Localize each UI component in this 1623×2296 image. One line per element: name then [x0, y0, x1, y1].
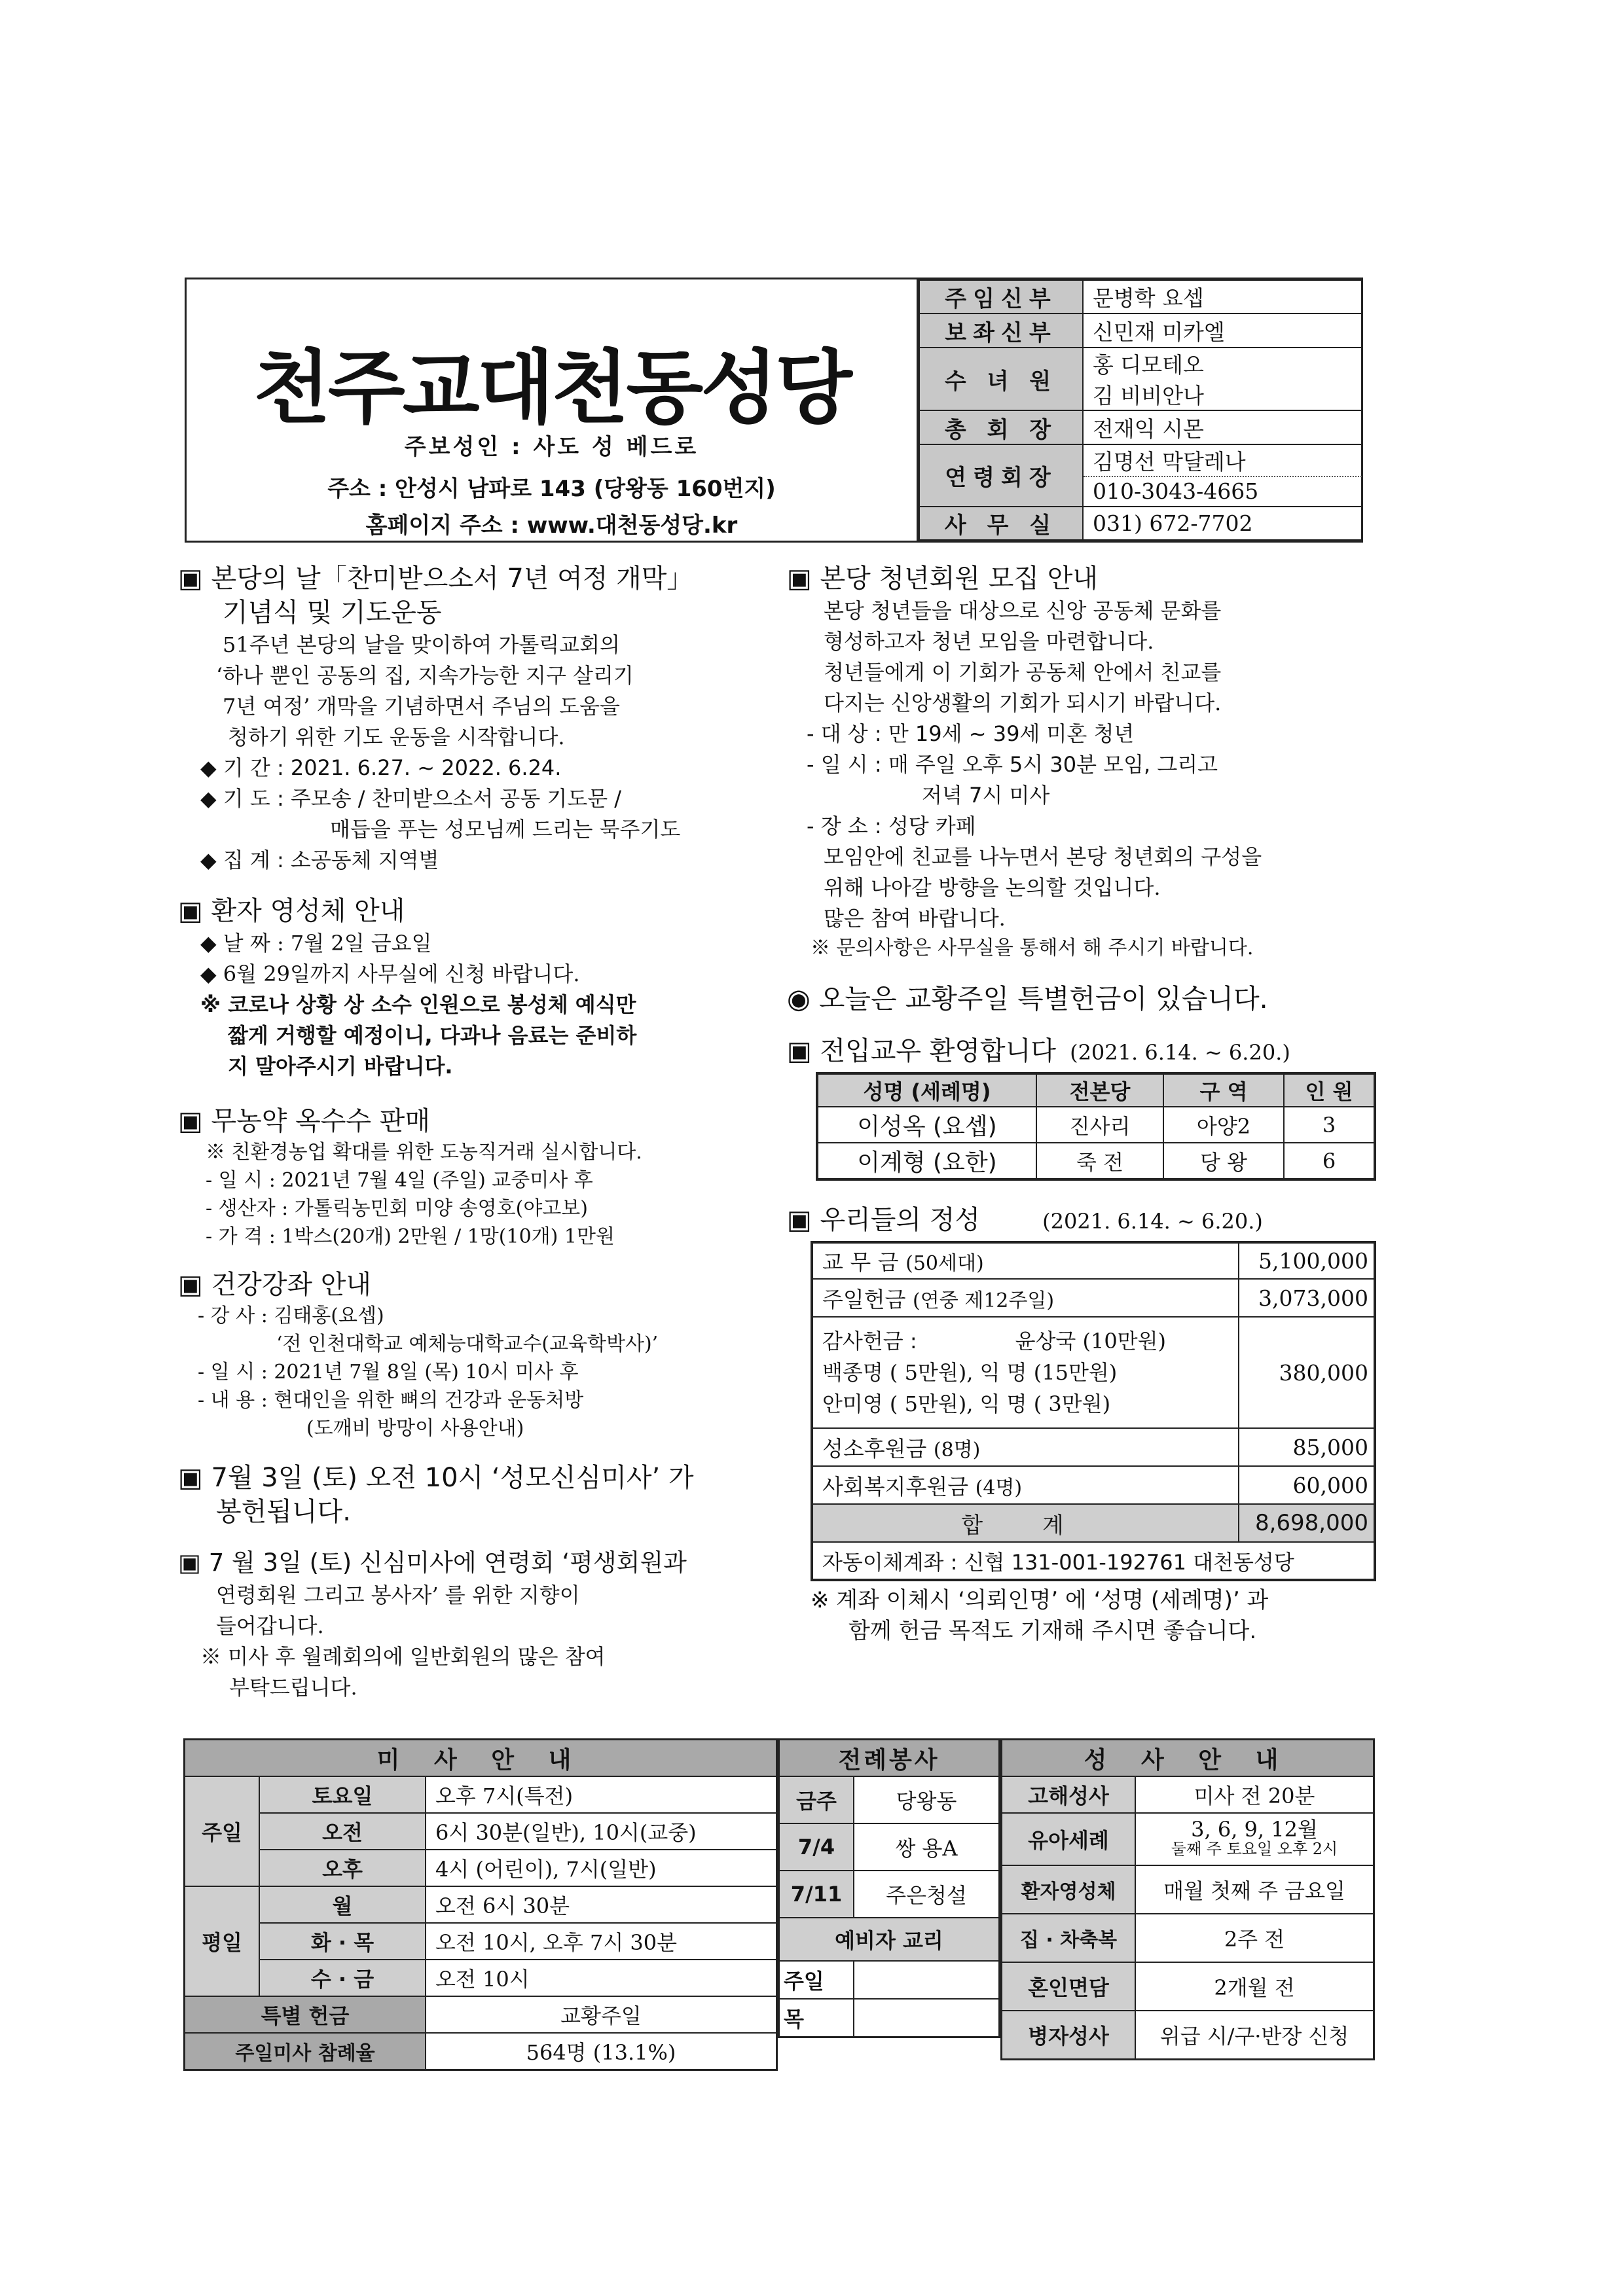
mass-time: 오전 6시 30분 — [426, 1886, 777, 1923]
office-phone: 031) 672-7702 — [1083, 507, 1362, 540]
detail: - 내 용 : 현대인을 위한 뼈의 건강과 운동처방 — [198, 1389, 584, 1412]
left-column — [178, 562, 754, 1703]
offering-sub: (50세대) — [905, 1252, 984, 1275]
cell: 이성옥 (요셉) — [817, 1107, 1036, 1143]
right-column — [787, 562, 1376, 1647]
sacrament-name: 고해성사 — [1002, 1776, 1136, 1813]
paragraph: 다지는 신앙생활의 기회가 되시기 바랍니다. — [824, 691, 1222, 715]
weekday-label: 평일 — [185, 1886, 260, 1996]
masthead — [185, 278, 1363, 543]
donor: 윤상국 (10만원) — [1015, 1329, 1167, 1354]
paragraph: 위해 나아갈 방향을 논의할 것입니다. — [824, 875, 1161, 900]
total-row — [812, 1504, 1375, 1542]
staff-phone: 010-3043-4665 — [1083, 476, 1362, 506]
notice: 부탁드립니다. — [229, 1675, 357, 1700]
sacrament-name: 유아세례 — [1002, 1813, 1136, 1865]
paragraph: 많은 참여 바랍니다. — [824, 906, 1006, 931]
offering-table — [811, 1241, 1376, 1581]
section-memorial-intention — [178, 1546, 754, 1703]
mass-day: 수 · 금 — [259, 1960, 426, 1996]
offering-label: 사회복지후원금 — [822, 1473, 969, 1499]
table-row — [812, 1466, 1375, 1504]
staff-name: 신민재 미카엘 — [1083, 314, 1362, 347]
offering-value: 60,000 — [1239, 1466, 1375, 1504]
section-marian-mass — [178, 1461, 754, 1529]
offering-value: 380,000 — [1239, 1317, 1375, 1428]
mass-day: 화 · 목 — [259, 1923, 426, 1960]
staff-role: 주임신부 — [919, 280, 1083, 314]
table-row — [817, 1107, 1375, 1143]
liturgy-group: 쌍 용A — [854, 1823, 1000, 1871]
special-offering-value: 교황주일 — [426, 1996, 777, 2033]
paragraph: 모임안에 친교를 나누면서 본당 청년회의 구성을 — [824, 844, 1262, 869]
bullet: ◆ 기 도 : 주모송 / 찬미받으소서 공동 기도문 / — [200, 786, 622, 811]
mass-schedule-table — [183, 1738, 778, 2071]
cell: 진사리 — [1036, 1107, 1163, 1143]
detail: - 대 상 : 만 19세 ~ 39세 미혼 청년 — [807, 721, 1135, 746]
catechumen-day: 목 — [779, 1999, 854, 2037]
liturgy-group: 주은청설 — [854, 1871, 1000, 1918]
period: (2021. 6.14. ~ 6.20.) — [1042, 1209, 1263, 1234]
church-address: 주소 : 안성시 남파로 143 (당왕동 160번지) — [327, 476, 776, 502]
sacrament-name: 병자성사 — [1002, 2011, 1136, 2059]
sacrament-name: 집 · 차축복 — [1002, 1914, 1136, 1962]
total-value: 8,698,000 — [1239, 1504, 1375, 1542]
welcome-table — [816, 1072, 1376, 1181]
table-header: 인 원 — [1284, 1073, 1375, 1107]
notice: ※ 코로나 상황 상 소수 인원으로 봉성체 예식만 — [200, 992, 636, 1017]
table-header: 성명 (세례명) — [817, 1073, 1036, 1107]
table-row — [812, 1428, 1375, 1466]
notice: ※ 문의사항은 사무실을 통해서 해 주시기 바랍니다. — [811, 937, 1254, 960]
detail: - 강 사 : 김태홍(요셉) — [198, 1304, 384, 1327]
detail: - 일 시 : 2021년 7월 8일 (목) 10시 미사 후 — [198, 1361, 579, 1384]
account-row — [812, 1542, 1375, 1580]
mass-time: 오후 7시(특전) — [426, 1776, 777, 1813]
liturgy-title: 전례봉사 — [779, 1740, 1000, 1777]
section-title: ▣ 우리들의 정성 — [787, 1205, 981, 1235]
sunday-label: 주일 — [185, 1776, 260, 1886]
mass-day: 오후 — [259, 1850, 426, 1886]
sacrament-info: 3, 6, 9, 12월 — [1191, 1817, 1318, 1842]
detail-cont: 저녁 7시 미사 — [922, 783, 1050, 808]
section-parish-day — [178, 562, 754, 876]
paragraph: 들어갑니다. — [216, 1613, 324, 1638]
special-offering-label: 특별 헌금 — [185, 1996, 426, 2033]
patron-saint: 주보성인 : 사도 성 베드로 — [404, 434, 699, 460]
table-row — [812, 1317, 1375, 1428]
sacrament-info: 매월 첫째 주 금요일 — [1135, 1865, 1374, 1914]
mass-day: 오전 — [259, 1813, 426, 1850]
detail: ‘전 인천대학교 예체능대학교수(교육학박사)’ — [276, 1333, 659, 1355]
cell: 6 — [1284, 1143, 1375, 1179]
attendance-value: 564명 (13.1%) — [426, 2033, 777, 2070]
offering-sub: (8명) — [933, 1438, 981, 1462]
catechumen-time — [854, 1961, 1000, 1999]
mass-time: 6시 30분(일반), 10시(교중) — [426, 1813, 777, 1850]
section-title: ▣ 7월 3일 (토) 오전 10시 ‘성모신심미사’ 가 — [178, 1463, 694, 1493]
mass-title: 미 사 안 내 — [185, 1740, 777, 1777]
cell: 아양2 — [1163, 1107, 1284, 1143]
section-title: ▣ 환자 영성체 안내 — [178, 896, 405, 926]
bullet: ◆ 6월 29일까지 사무실에 신청 바랍니다. — [200, 961, 580, 986]
bullet: ◆ 기 간 : 2021. 6.27. ~ 2022. 6.24. — [200, 755, 562, 780]
liturgy-week: 7/11 — [779, 1871, 854, 1918]
offering-label: 성소후원금 — [822, 1435, 927, 1462]
staff-role: 총 회 장 — [919, 410, 1083, 444]
staff-name: 홍 디모테오 — [1083, 348, 1362, 379]
staff-name: 문병학 요셉 — [1083, 280, 1362, 314]
mass-day: 월 — [259, 1886, 426, 1923]
section-youth-recruit — [787, 562, 1376, 962]
total-label: 합 계 — [812, 1504, 1239, 1542]
paragraph: ‘하나 뿐인 공동의 집, 지속가능한 지구 살리기 — [216, 663, 634, 688]
paragraph: 51주년 본당의 날을 맞이하여 가톨릭교회의 — [223, 632, 620, 657]
catechumen-day: 주일 — [779, 1961, 854, 1999]
liturgy-week: 7/4 — [779, 1823, 854, 1871]
offering-sub: (연중 제12주일) — [913, 1289, 1055, 1312]
section-title: 봉헌됩니다. — [216, 1497, 351, 1527]
period: (2021. 6.14. ~ 6.20.) — [1070, 1040, 1290, 1065]
cell: 죽 전 — [1036, 1143, 1163, 1179]
sacrament-name: 환자영성체 — [1002, 1865, 1136, 1914]
donor: 백종명 ( 5만원), 익 명 (15만원) — [822, 1360, 1118, 1385]
notice: 함께 헌금 목적도 기재해 주시면 좋습니다. — [848, 1618, 1257, 1644]
section-offerings — [787, 1203, 1376, 1647]
notice: 지 말아주시기 바랍니다. — [228, 1054, 453, 1079]
staff-name: 전재익 시몬 — [1083, 410, 1362, 444]
sacrament-info: 둘째 주 토요일 오후 2시 — [1171, 1840, 1338, 1858]
sacrament-info: 2개월 전 — [1135, 1962, 1374, 2011]
section-title: ▣ 무농약 옥수수 판매 — [178, 1106, 431, 1136]
sacrament-info: 2주 전 — [1135, 1914, 1374, 1962]
detail: - 일 시 : 매 주일 오후 5시 30분 모임, 그리고 — [807, 752, 1218, 777]
sacraments-title: 성 사 안 내 — [1002, 1740, 1374, 1777]
staff-table — [919, 279, 1363, 541]
detail: - 일 시 : 2021년 7월 4일 (주일) 교중미사 후 — [206, 1169, 593, 1192]
paragraph: 본당 청년들을 대상으로 신앙 공동체 문화를 — [824, 598, 1222, 623]
section-title: ▣ 전입교우 환영합니다 — [787, 1036, 1056, 1066]
mass-time: 오전 10시, 오후 7시 30분 — [426, 1923, 777, 1960]
offering-value: 5,100,000 — [1239, 1242, 1375, 1279]
section-corn-sale — [178, 1104, 754, 1251]
homepage-address: 홈페이지 주소 : www.대천동성당.kr — [365, 512, 738, 539]
section-sick-communion — [178, 894, 754, 1082]
mass-time: 4시 (어린이), 7시(일반) — [426, 1850, 777, 1886]
liturgy-week: 금주 — [779, 1776, 854, 1823]
staff-role: 수 녀 원 — [919, 348, 1083, 411]
staff-role: 연령회장 — [919, 444, 1083, 507]
table-header: 전본당 — [1036, 1073, 1163, 1107]
detail: - 장 소 : 성당 카페 — [807, 814, 976, 838]
section-title: ▣ 건강강좌 안내 — [178, 1270, 372, 1300]
catechumen-label: 예비자 교리 — [779, 1918, 1000, 1961]
cell: 당 왕 — [1163, 1143, 1284, 1179]
notice: ※ 계좌 이체시 ‘의뢰인명’ 에 ‘성명 (세례명)’ 과 — [811, 1587, 1269, 1613]
bank-account: 자동이체계좌 : 신협 131-001-192761 대천동성당 — [812, 1542, 1375, 1580]
title-box — [187, 279, 919, 541]
offering-value: 3,073,000 — [1239, 1279, 1375, 1317]
sacrament-info: 미사 전 20분 — [1135, 1776, 1374, 1813]
staff-name: 김 비비안나 — [1083, 379, 1362, 410]
table-row — [812, 1279, 1375, 1317]
donor: 안미영 ( 5만원), 익 명 ( 3만원) — [822, 1391, 1111, 1416]
bullet: ◆ 날 짜 : 7월 2일 금요일 — [200, 931, 432, 956]
cell: 3 — [1284, 1107, 1375, 1143]
mass-time: 오전 10시 — [426, 1960, 777, 1996]
detail: - 생산자 : 가톨릭농민회 미양 송영호(야고보) — [206, 1197, 588, 1220]
catechumen-time — [854, 1999, 1000, 2037]
offering-value: 85,000 — [1239, 1428, 1375, 1466]
special-collection-notice: ◉ 오늘은 교황주일 특별헌금이 있습니다. — [787, 983, 1268, 1014]
section-health-lecture — [178, 1268, 754, 1443]
bullet-cont: 매듭을 푸는 성모님께 드리는 묵주기도 — [330, 817, 681, 842]
table-row — [812, 1242, 1375, 1279]
staff-name: 김명선 막달레나 — [1083, 444, 1362, 476]
detail: (도깨비 방망이 사용안내) — [306, 1417, 524, 1440]
paragraph: 7년 여정’ 개막을 기념하면서 주님의 도움을 — [223, 694, 620, 719]
section-welcome — [787, 1034, 1376, 1181]
section-title: ▣ 7 월 3일 (토) 신심미사에 연령회 ‘평생회원과 — [178, 1549, 687, 1577]
section-title: 기념식 및 기도운동 — [223, 598, 442, 628]
staff-role: 보좌신부 — [919, 314, 1083, 347]
bullet: ◆ 집 계 : 소공동체 지역별 — [200, 848, 439, 872]
cell: 이계형 (요한) — [817, 1143, 1036, 1179]
liturgy-service-table — [778, 1738, 1000, 2038]
liturgy-group: 당왕동 — [854, 1776, 1000, 1823]
paragraph: 청하기 위한 기도 운동을 시작합니다. — [228, 725, 565, 749]
paragraph: 청년들에게 이 기회가 공동체 안에서 친교를 — [824, 660, 1222, 685]
sacraments-table — [1000, 1738, 1375, 2060]
staff-role: 사 무 실 — [919, 507, 1083, 540]
mass-day: 토요일 — [259, 1776, 426, 1813]
sacrament-name: 혼인면담 — [1002, 1962, 1136, 2011]
notice: ※ 미사 후 월례회의에 일반회원의 많은 참여 — [200, 1644, 606, 1669]
notice: 짧게 거행할 예정이니, 다과나 음료는 준비하 — [228, 1023, 637, 1048]
attendance-label: 주일미사 참례율 — [185, 2033, 426, 2070]
sacrament-info: 위급 시/구·반장 신청 — [1135, 2011, 1374, 2059]
offering-sub: (4명) — [975, 1476, 1023, 1499]
offering-label: 교 무 금 — [822, 1249, 899, 1275]
paragraph: 연령회원 그리고 봉사자’ 를 위한 지향이 — [216, 1583, 580, 1607]
table-row — [817, 1143, 1375, 1179]
section-title: ▣ 본당의 날「찬미받으소서 7년 여정 개막」 — [178, 564, 693, 594]
detail: - 가 격 : 1박스(20개) 2만원 / 1망(10개) 1만원 — [206, 1225, 615, 1248]
section-title: ▣ 본당 청년회원 모집 안내 — [787, 564, 1099, 594]
church-title: 천주교대천동성당 — [253, 342, 850, 435]
table-header: 구 역 — [1163, 1073, 1284, 1107]
paragraph: 형성하고자 청년 모임을 마련합니다. — [824, 629, 1154, 654]
offering-label: 주일헌금 — [822, 1286, 906, 1312]
notice: ※ 친환경농업 확대를 위한 도농직거래 실시합니다. — [206, 1141, 642, 1164]
offering-label: 감사헌금 : — [822, 1329, 917, 1354]
